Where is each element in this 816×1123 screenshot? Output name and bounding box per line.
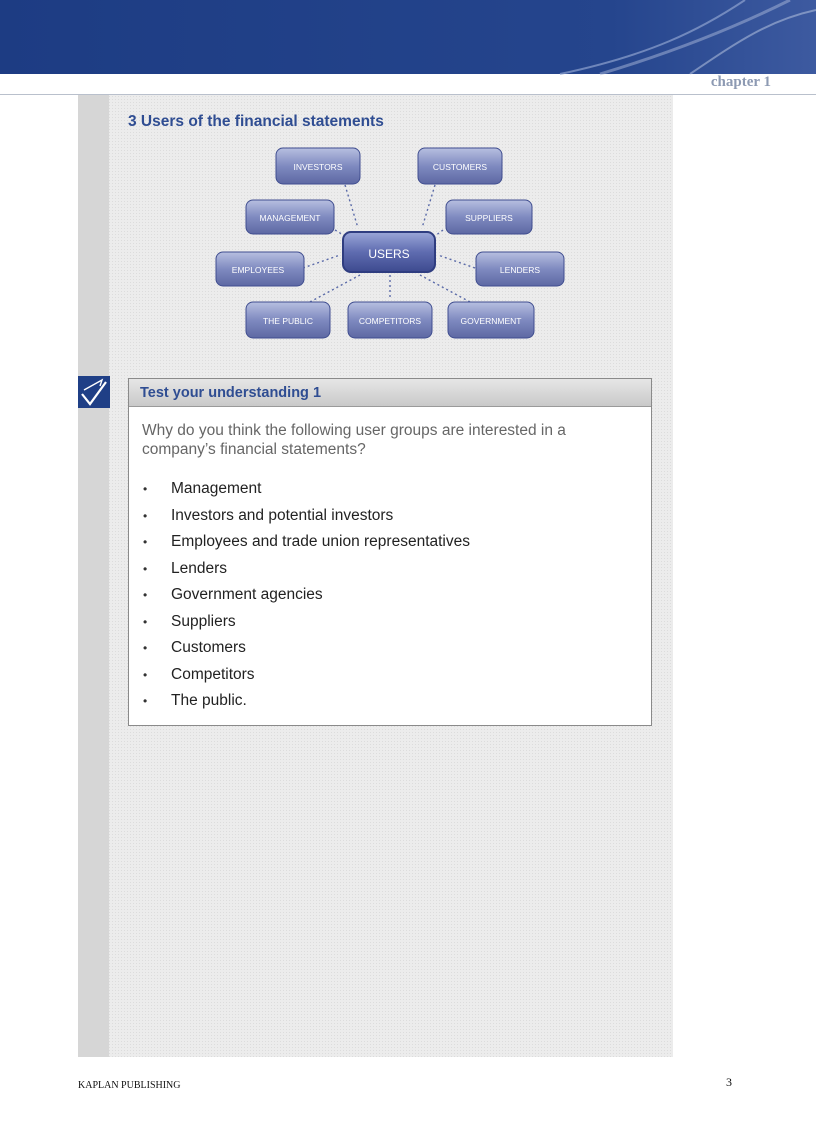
- list-item: [129, 503, 651, 530]
- users-diagram: [200, 140, 580, 350]
- node-label-competitors: COMPETITORS: [358, 316, 422, 326]
- bullet-icon: •: [143, 667, 148, 682]
- list-item-text: Competitors: [171, 665, 255, 683]
- node-government: [448, 302, 534, 338]
- list-item: [129, 609, 651, 636]
- bullet-icon: •: [143, 561, 148, 576]
- section-title: 3 Users of the financial statements: [128, 113, 384, 130]
- tyu-question: Why do you think the following user groups are interested in a company’s financial statements?: [142, 422, 566, 458]
- node-management: [246, 200, 334, 234]
- list-item: [129, 688, 651, 715]
- bullet-icon: •: [143, 482, 148, 496]
- node-label-suppliers: SUPPLIERS: [465, 213, 513, 223]
- bullet-icon: •: [143, 535, 148, 549]
- header-banner: [0, 0, 816, 95]
- margin-stripe: [78, 95, 109, 1057]
- list-item-text: Suppliers: [171, 612, 236, 630]
- list-item: [129, 635, 651, 662]
- list-item: [129, 582, 651, 609]
- node-label-the-public: THE PUBLIC: [262, 316, 314, 326]
- list-item: [129, 476, 651, 503]
- list-item: [129, 662, 651, 689]
- node-employees: [216, 252, 304, 286]
- bullet-icon: •: [143, 508, 148, 523]
- node-label-lenders: LENDERS: [499, 265, 541, 275]
- node-label-users: USERS: [368, 247, 410, 261]
- bullet-icon: •: [143, 641, 148, 655]
- node-suppliers: [446, 200, 532, 234]
- list-item-text: Management: [171, 480, 262, 497]
- node-label-government: GOVERNMENT: [460, 316, 522, 326]
- node-lenders: [476, 252, 564, 286]
- footer-publisher: KAPLAN PUBLISHING: [78, 1080, 181, 1091]
- tyu-title: Test your understanding 1: [129, 379, 651, 407]
- node-the-public: [246, 302, 330, 338]
- list-item-text: Investors and potential investors: [171, 506, 394, 524]
- user-groups-list: [129, 476, 651, 715]
- node-label-management: MANAGEMENT: [259, 213, 321, 223]
- list-item-text: Employees and trade union representatives: [171, 533, 470, 550]
- test-your-understanding-box: [128, 378, 652, 726]
- node-label-employees: EMPLOYEES: [231, 265, 285, 275]
- node-label-customers: CUSTOMERS: [432, 162, 488, 172]
- bullet-icon: •: [143, 694, 148, 708]
- list-item-text: Customers: [171, 639, 246, 656]
- list-item-text: Lenders: [171, 559, 228, 577]
- chapter-label: chapter 1: [710, 74, 771, 90]
- list-item-text: The public.: [171, 692, 247, 709]
- node-customers: [418, 148, 502, 184]
- bullet-icon: •: [143, 588, 148, 602]
- bullet-icon: •: [143, 614, 148, 629]
- node-label-investors: INVESTORS: [293, 162, 343, 172]
- list-item: [129, 529, 651, 556]
- node-investors: [276, 148, 360, 184]
- node-users-center: [343, 232, 435, 272]
- tyu-check-icon: [78, 376, 110, 408]
- list-item-text: Government agencies: [171, 586, 323, 603]
- list-item: [129, 556, 651, 583]
- node-competitors: [348, 302, 432, 338]
- page-number: 3: [726, 1075, 732, 1089]
